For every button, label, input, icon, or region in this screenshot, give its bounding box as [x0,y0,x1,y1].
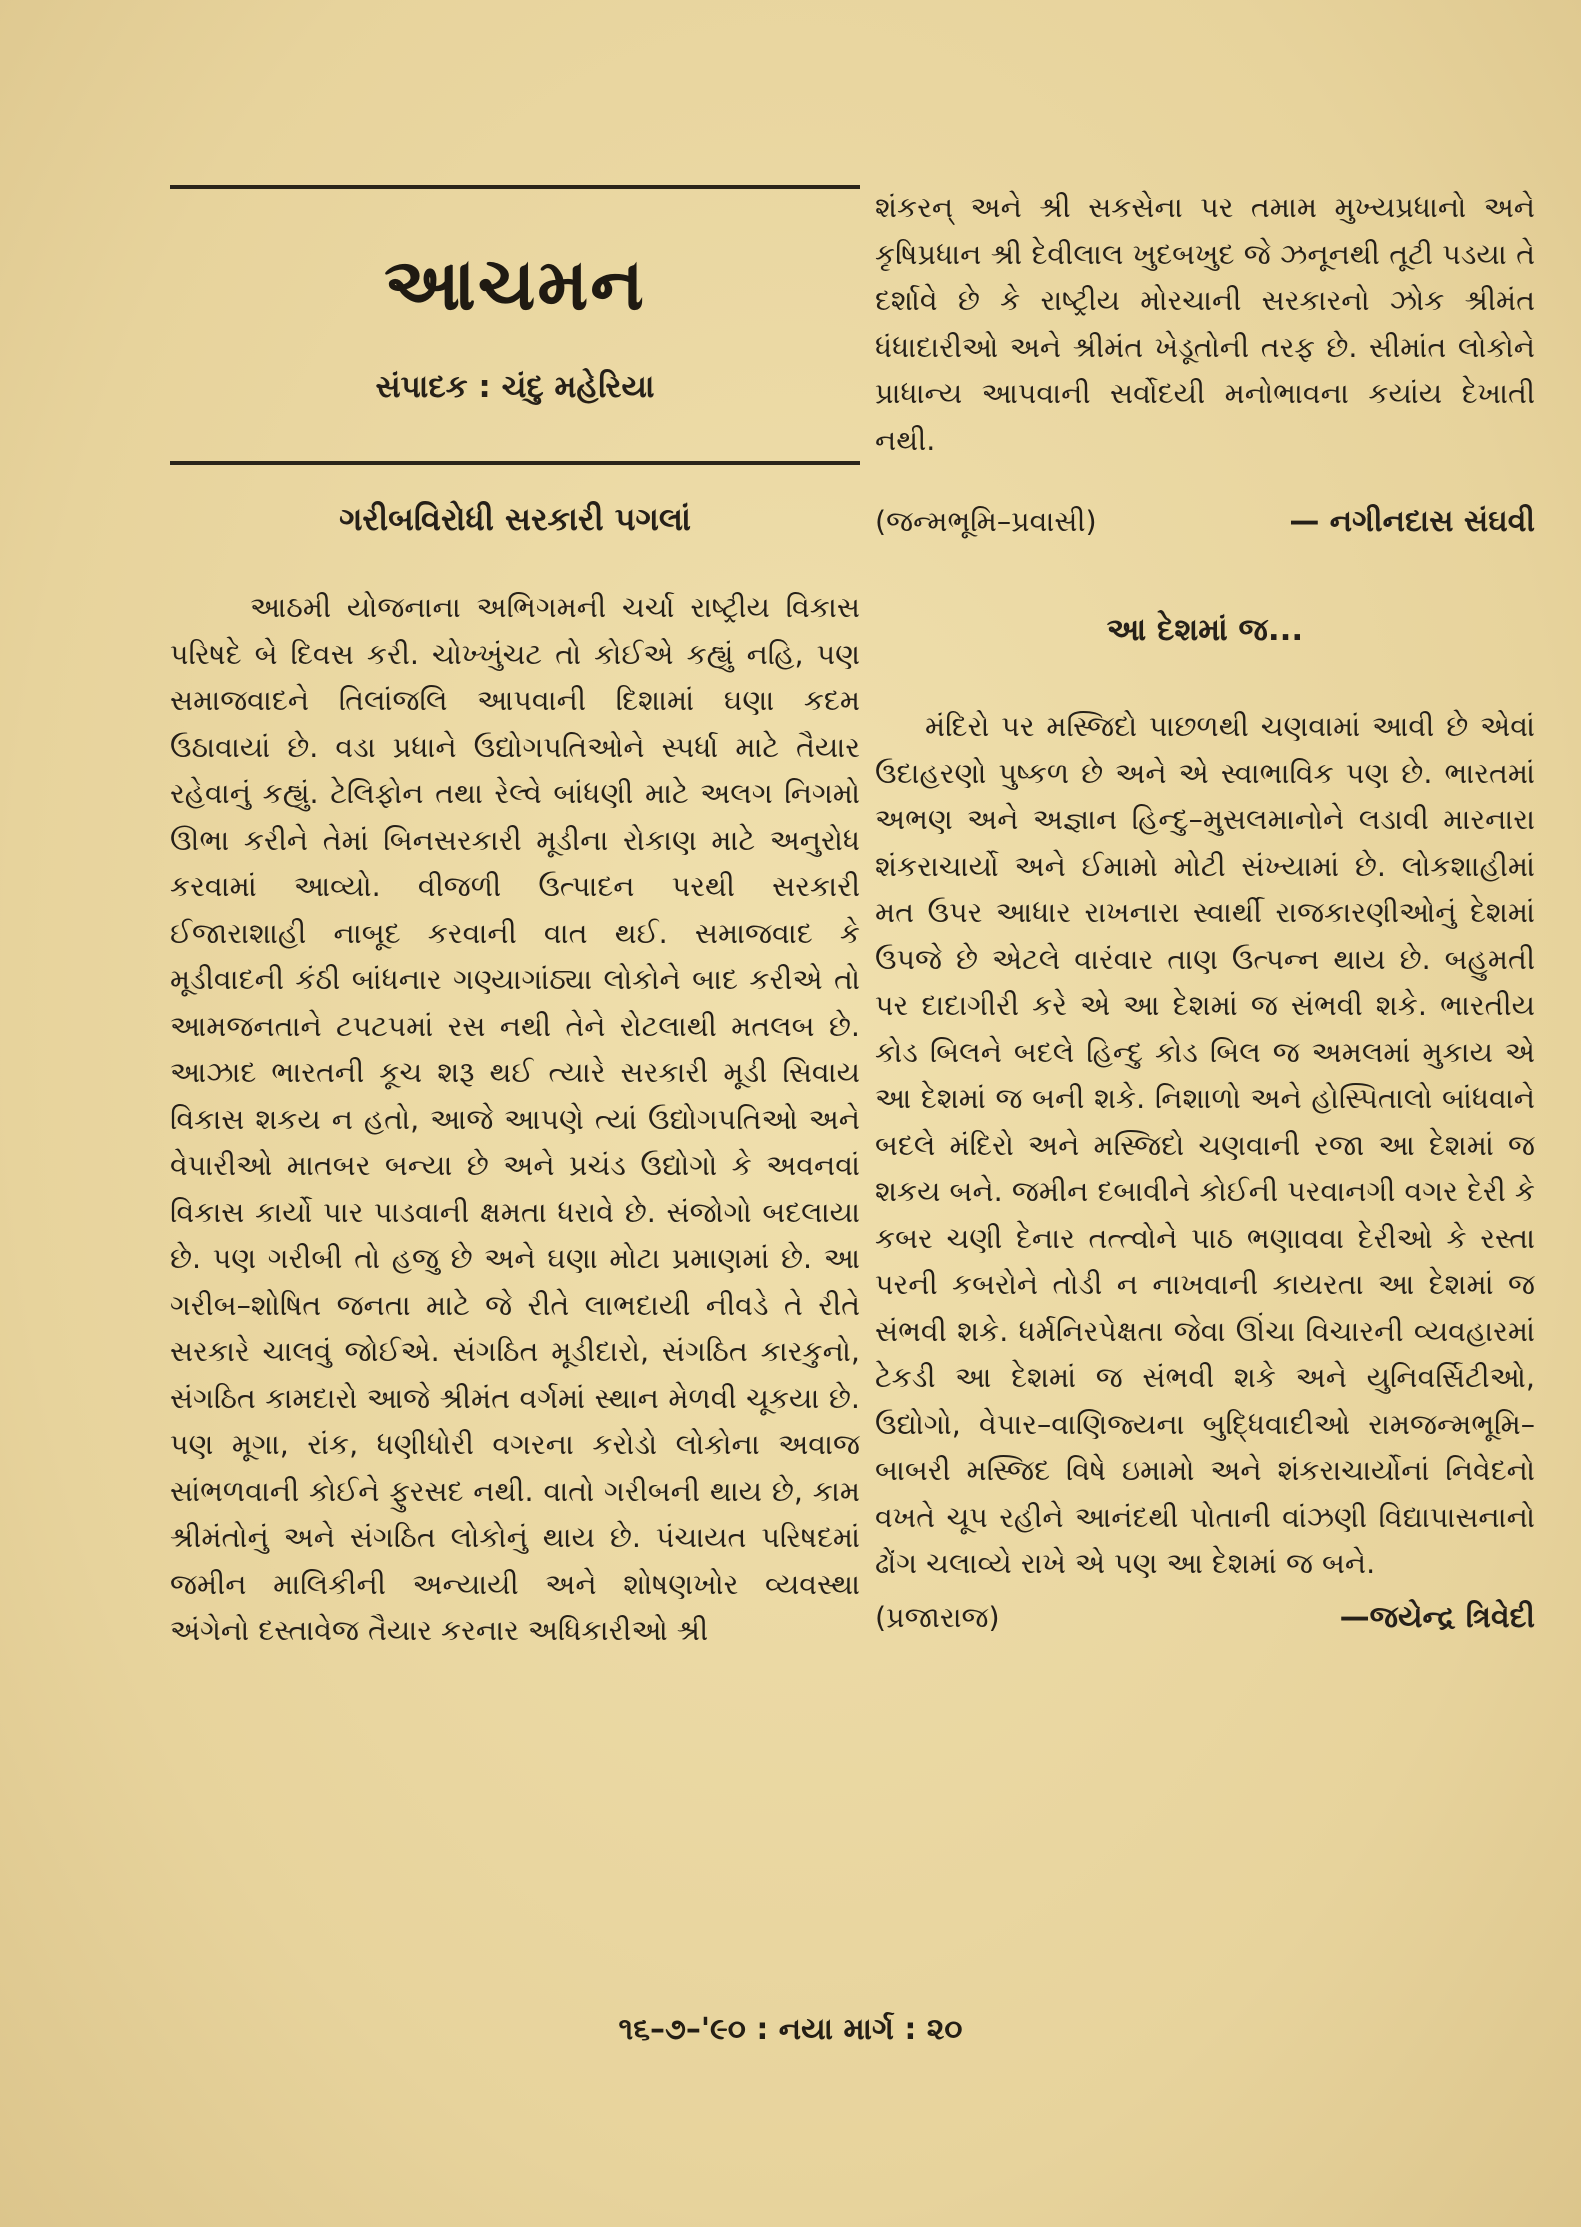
article-author: — નગીનદાસ સંઘવી [1289,504,1535,539]
article-headline: ગરીબવિરોધી સરકારી પગલાં [339,500,691,538]
article-author-2: —જયેન્દ્ર ત્રિવેદી [1339,1599,1535,1635]
article-signature-2 [875,1600,1535,1646]
editor-credit: સંપાદક : ચંદુ મહેરિયા [375,369,655,405]
article-source-2: (પ્રજારાજ) [875,1600,1000,1634]
article-source: (જન્મભૂમિ–પ્રવાસી) [875,505,1097,538]
section-divider [170,461,860,465]
article-signature [875,504,1535,550]
right-column [875,185,1535,1646]
article-continuation: શંકરન્ અને શ્રી સકસેના પર તમામ મુખ્યપ્રધાનો અને કૃષિપ્રધાન શ્રી દેવીલાલ ખુદબખુદ જે ઝનૂનથી તૂટી પડયા તે દર્શાવે છે કે રાષ્ટ્રીય મોરચાની સરકારનો ઝોક શ્રીમંત ધંધાદારીઓ અને શ્રીમંત ખેડૂતોની તરફ છે. સીમાંત લોકોને પ્રાધાન્ય આપવાની સર્વોદયી મનોભાવના કયાંય દેખાતી નથી. [875,191,1535,457]
page-footer: ૧૬–૭–'૯૦ : નયા માર્ગ : ૨૦ [618,2012,963,2047]
section-title: આચમન [384,242,646,326]
article-body-2: મંદિરો પર મસ્જિદો પાછળથી ચણવામાં આવી છે એવાં ઉદાહરણો પુષ્કળ છે અને એ સ્વાભાવિક પણ છે. ભારતમાં અભણ અને અજ્ઞાન હિન્દુ–મુસલમાનોને લડાવી મારનારા શંકરાચાર્યો અને ઈમામો મોટી સંખ્યામાં છે. લોકશાહીમાં મત ઉપર આધાર રાખનારા સ્વાર્થી રાજકારણીઓનું દેશમાં ઉપજે છે એટલે વારંવાર તાણ ઉત્પન્ન થાય છે. બહુમતી પર દાદાગીરી કરે એ આ દેશમાં જ સંભવી શકે. ભારતીય કોડ બિલને બદલે હિન્દુ કોડ બિલ જ અમલમાં મુકાય એ આ દેશમાં જ બની શકે. નિશાળો અને હોસ્પિતાલો બાંધવાને બદલે મંદિરો અને મસ્જિદો ચણવાની રજા આ દેશમાં જ શકય બને. જમીન દબાવીને કોઈની પરવાનગી વગર દેરી કે કબર ચણી દેનાર તત્ત્વોને પાઠ ભણાવવા દેરીઓ કે રસ્તા પરની કબરોને તોડી ન નાખવાની કાયરતા આ દેશમાં જ સંભવી શકે. ધર્મનિરપેક્ષતા જેવા ઊંચા વિચારની વ્યવહારમાં ટેકડી આ દેશમાં જ સંભવી શકે અને યુનિવર્સિટીઓ, ઉદ્યોગો, વેપાર–વાણિજ્યના બુદ્ધિવાદીઓ રામજન્મભૂમિ–બાબરી મસ્જિદ વિષે ઇમામો અને શંકરાચાર્યોનાં નિવેદનો વખતે ચૂપ રહીને આનંદથી પોતાની વાંઝણી વિદ્યાપાસનાનો ઢોંગ ચલાવ્યે રાખે એ પણ આ દેશમાં જ બને. [875,710,1536,1580]
top-rule [170,185,860,189]
article-headline-2: આ દેશમાં જ... [1106,612,1304,648]
article-body: આઠમી યોજનાના અભિગમની ચર્ચા રાષ્ટ્રીય વિકાસ પરિષદે બે દિવસ કરી. ચોખ્ખુંચટ તો કોઈએ કહ્યું નહિ, પણ સમાજવાદને તિલાંજલિ આપવાની દિશામાં ઘણા કદમ ઉઠાવાયાં છે. વડા પ્રધાને ઉદ્યોગપતિઓને સ્પર્ધા માટે તૈયાર રહેવાનું કહ્યું. ટેલિફોન તથા રેલ્વે બાંધણી માટે અલગ નિગમો ઊભા કરીને તેમાં બિનસરકારી મૂડીના રોકાણ માટે અનુરોધ કરવામાં આવ્યો. વીજળી ઉત્પાદન પરથી સરકારી ઈજારાશાહી નાબૂદ કરવાની વાત થઈ. સમાજવાદ કે મૂડીવાદની કંઠી બાંધનાર ગણ્યાગાંઠ્યા લોકોને બાદ કરીએ તો આમજનતાને ટપટપમાં રસ નથી તેને રોટલાથી મતલબ છે. આઝાદ ભારતની કૂચ શરૂ થઈ ત્યારે સરકારી મૂડી સિવાય વિકાસ શકય ન હતો, આજે આપણે ત્યાં ઉદ્યોગપતિઓ અને વેપારીઓ માતબર બન્યા છે અને પ્રચંડ ઉદ્યોગો કે અવનવાં વિકાસ કાર્યો પાર પાડવાની ક્ષમતા ધરાવે છે. સંજોગો બદલાયા છે. પણ ગરીબી તો હજુ છે અને ઘણા મોટા પ્રમાણમાં છે. આ ગરીબ–શોષિત જનતા માટે જે રીતે લાભદાયી નીવડે તે રીતે સરકારે ચાલવું જોઈએ. સંગઠિત મૂડીદારો, સંગઠિત કારકુનો, સંગઠિત કામદારો આજે શ્રીમંત વર્ગમાં સ્થાન મેળવી ચૂકયા છે. પણ મૂગા, રાંક, ધણીધોરી વગરના કરોડો લોકોના અવાજ સાંભળવાની કોઈને ફુરસદ નથી. વાતો ગરીબની થાય છે, કામ શ્રીમંતોનું અને સંગઠિત લોકોનું થાય છે. પંચાયત પરિષદમાં જમીન માલિકીની અન્યાયી અને શોષણખોર વ્યવસ્થા અંગેનો દસ્તાવેજ તૈયાર કરનાર અધિકારીઓ શ્રી [170,591,860,1647]
left-column [170,185,860,1655]
